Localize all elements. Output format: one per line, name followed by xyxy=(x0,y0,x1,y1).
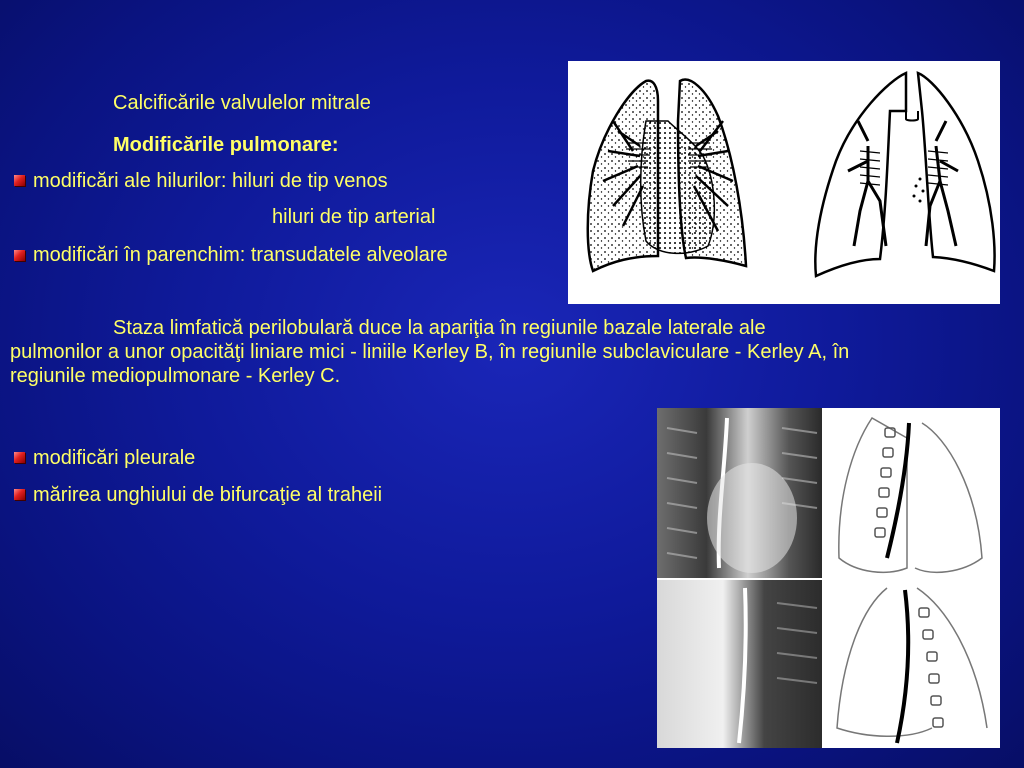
lung-sketch-image xyxy=(568,61,1000,304)
bullet-marker-icon xyxy=(14,452,25,463)
bullet-trachea: mărirea unghiului de bifurcaţie al traheii xyxy=(33,484,383,506)
slide-heading: Calcificările valvulelor mitrale xyxy=(113,92,371,114)
bullet-marker-icon xyxy=(14,250,25,261)
slide-subheading: Modificările pulmonare: xyxy=(113,134,339,156)
trachea-xray-figure xyxy=(657,408,1000,748)
bullet-hilum: modificări ale hilurilor: hiluri de tip venos xyxy=(33,170,388,192)
lung-hilum-figure xyxy=(568,61,1000,304)
bullet-pleural: modificări pleurale xyxy=(33,447,196,469)
bullet-marker-icon xyxy=(14,175,25,186)
bullet-marker-icon xyxy=(14,489,25,500)
kerley-paragraph: Staza limfatică perilobulară duce la apariţia în regiunile bazale laterale ale pulmonilor a unor opacităţi liniare mici - liniile Kerley B, în regiunile subclaviculare - Kerley A, în regiunile mediopulmonare - Kerley C. xyxy=(10,317,850,387)
bullet-parenchyma: modificări în parenchim: transudatele alveolare xyxy=(33,244,448,266)
xray-panel-image xyxy=(657,408,1000,748)
bullet-hilum-continued: hiluri de tip arterial xyxy=(272,206,436,228)
